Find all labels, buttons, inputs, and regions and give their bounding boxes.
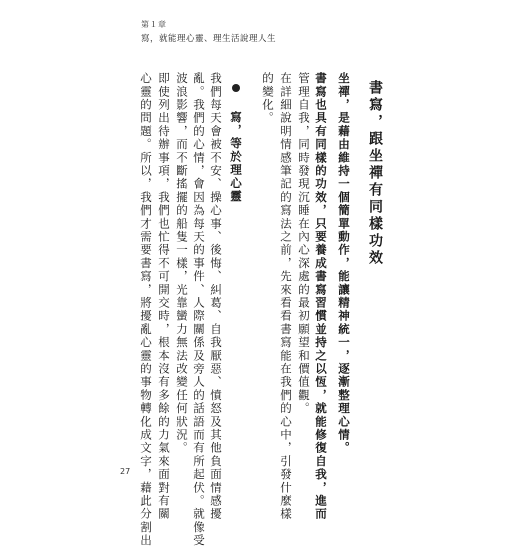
lead-line-2: 書寫也具有同樣的功效，只要養成書寫習慣並持之以恆，就能修復自我，進而 xyxy=(314,72,328,521)
lead-line-1: 坐禪，是藉由維持一個簡單動作，能讓精神統一，逐漸整理心情。 xyxy=(337,72,351,455)
body2-line-2: 亂。我們的心情，會因為每天的事件、人際關係及旁人的話語而有所起伏。就像受 xyxy=(192,72,206,547)
body2-line-3: 波浪影響，而不斷搖擺的船隻一樣，光靠蠻力無法改變任何狀況。 xyxy=(175,72,189,455)
body1-line-1: 管理自我，同時發現沉睡在內心深處的最初願望和價值觀。 xyxy=(297,72,311,416)
body1-line-3: 的變化。 xyxy=(261,72,275,125)
body2-line-5: 心靈的問題。所以，我們才需要書寫，將擾亂心靈的事物轉化成文字，藉此分割出 xyxy=(139,72,153,547)
chapter-number: 第１章 xyxy=(141,20,167,29)
body2-line-1: 我們每天會被不安、操心事、後悔、糾葛、自我厭惡、憤怒及其他負面情感擾 xyxy=(209,72,223,521)
bullet-icon xyxy=(232,84,240,92)
chapter-header xyxy=(141,19,276,44)
body1-line-2: 在詳細說明情感筆記的寫法之前，先來看看書寫能在我們的心中，引發什麼樣 xyxy=(279,72,293,521)
body2-line-4: 即使列出待辦事項，我們也忙得不可開交時，根本沒有多餘的力氣來面對有關 xyxy=(157,72,171,521)
section-title: 書寫，跟坐禪有同樣功效 xyxy=(367,80,383,267)
page-number: 27 xyxy=(120,467,131,476)
subhead-text: 寫，等於理心靈 xyxy=(229,110,243,204)
subhead xyxy=(229,84,242,203)
chapter-title: 寫，就能理心靈、理生活說理人生 xyxy=(141,34,277,44)
